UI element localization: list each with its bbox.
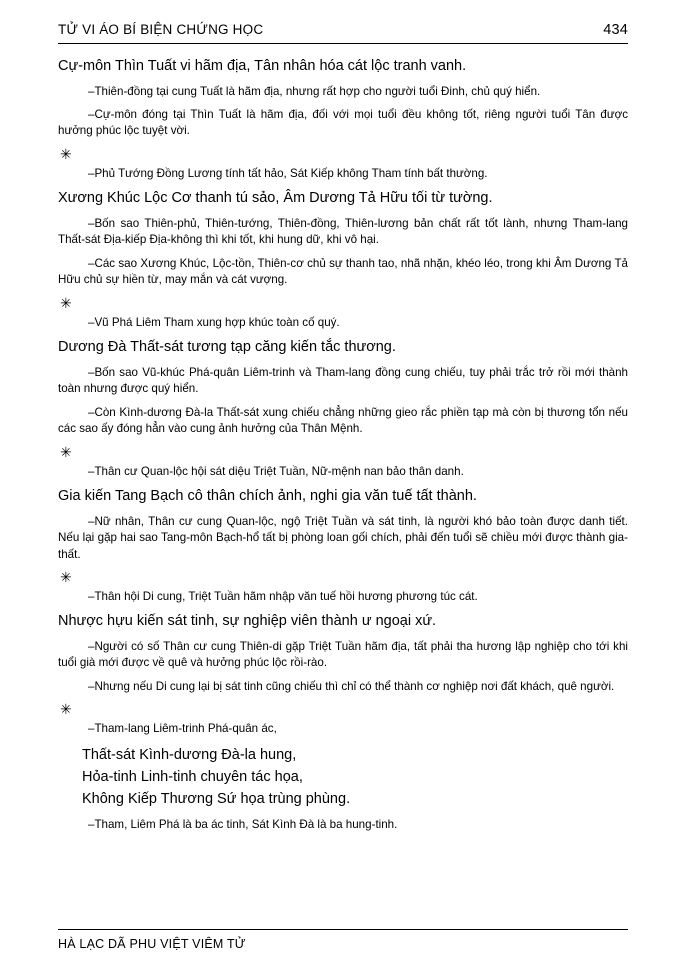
body-paragraph: –Còn Kình-dương Đà-la Thất-sát xung chiếu chẳng những gieo rắc phiền tạp mà còn bị thương tổn nếu các sao ấy đóng hẳn vào cung ảnh hưởng của Thân Mệnh. (58, 405, 628, 436)
body-paragraph: –Người có số Thân cư cung Thiên-di gặp Triệt Tuần hãm địa, tất phải tha hương lập nghiệp cho tới khi tuổi già mới được về quê và hưởng phúc lộc rồi-rào. (58, 639, 628, 670)
asterisk-ornament-icon: ✳ (60, 145, 72, 162)
body-paragraph: –Thiên-đồng tại cung Tuất là hãm địa, nhưng rất hợp cho người tuổi Đinh, chủ quý hiển. (88, 84, 541, 98)
verse-block (58, 745, 628, 810)
body-paragraph: –Cự-môn đóng tại Thìn Tuất là hãm địa, đối với mọi tuổi đều không tốt, riêng người tuổi Tân được hưởng phúc lộc tuyệt vời. (58, 108, 628, 138)
header-title: TỬ VI ÁO BÍ BIỆN CHỨNG HỌC (58, 22, 264, 37)
asterisk-ornament-icon: ✳ (60, 701, 72, 718)
page-content (58, 44, 628, 929)
body-paragraph: –Thân cư Quan-lộc hội sát diệu Triệt Tuần, Nữ-mệnh nan bảo thân danh. (88, 464, 464, 478)
footer-text: HÀ LẠC DÃ PHU VIỆT VIÊM TỬ (58, 937, 246, 951)
body-paragraph: –Nhưng nếu Di cung lại bị sát tinh cũng chiếu thì chỉ có thể thành cơ nghiệp nơi đất khách, quê người. (88, 679, 615, 693)
verse-line: Hỏa-tinh Linh-tinh chuyên tác họa, (82, 769, 303, 786)
body-paragraph: –Bốn sao Vũ-khúc Phá-quân Liêm-trinh và Tham-lang đồng cung chiếu, tuy phải trắc trở rồi mới thành toàn nhưng được quý hiển. (58, 365, 628, 396)
body-paragraph: –Thân hội Di cung, Triệt Tuần hãm nhập văn tuế hồi hương phương túc cát. (88, 589, 478, 603)
section-heading: Nhược hựu kiến sát tinh, sự nghiệp viên thành ư ngoại xứ. (58, 613, 437, 630)
body-paragraph: –Bốn sao Thiên-phủ, Thiên-tướng, Thiên-đồng, Thiên-lương bản chất rất tốt lành, nhưng Tham-lang Thất-sát Địa-kiếp Địa-không thì khi tốt, khi hung dữ, khi vô hại. (58, 216, 628, 247)
section-heading: Xương Khúc Lộc Cơ thanh tú sảo, Âm Dương Tả Hữu tối từ tường. (58, 190, 493, 207)
section-heading: Gia kiến Tang Bạch cô thân chích ảnh, nghi gia văn tuế tất thành. (58, 488, 477, 505)
body-paragraph: –Phủ Tướng Đồng Lương tính tất hảo, Sát Kiếp không Tham tính bất thường. (88, 166, 488, 180)
section-heading: Dương Đà Thất-sát tương tạp căng kiến tắc thương. (58, 339, 396, 356)
body-paragraph: –Tham-lang Liêm-trinh Phá-quân ác, (88, 722, 277, 736)
verse-line: Không Kiếp Thương Sứ họa trùng phùng. (82, 791, 351, 808)
page-footer (58, 929, 628, 951)
asterisk-ornament-icon: ✳ (60, 443, 72, 460)
header-page-number: 434 (603, 22, 628, 38)
asterisk-ornament-icon: ✳ (60, 568, 72, 585)
section-heading: Cự-môn Thìn Tuất vi hãm địa, Tân nhân hóa cát lộc tranh vanh. (58, 58, 467, 74)
body-paragraph: –Các sao Xương Khúc, Lộc-tồn, Thiên-cơ chủ sự thanh tao, nhã nhặn, khéo léo, trong khi Âm Dương Tả Hữu chủ sự hiền từ, may mắn và cát vượng. (58, 256, 628, 287)
asterisk-ornament-icon: ✳ (60, 294, 72, 311)
verse-line: Thất-sát Kình-dương Đà-la hung, (82, 746, 297, 763)
page-header (58, 22, 628, 43)
body-paragraph: –Vũ Phá Liêm Tham xung hợp khúc toàn cố quý. (88, 315, 340, 329)
body-paragraph: –Nữ nhân, Thân cư cung Quan-lộc, ngộ Triệt Tuần và sát tinh, là người khó bảo toàn được danh tiết. Nếu lại gặp hai sao Tang-môn Bạch-hổ tất bị phòng loan gối chích, phải đến tuổi sẽ chiều mới được thành gia-thất. (58, 514, 628, 561)
body-paragraph: –Tham, Liêm Phá là ba ác tinh, Sát Kình Đà là ba hung-tinh. (88, 817, 398, 831)
